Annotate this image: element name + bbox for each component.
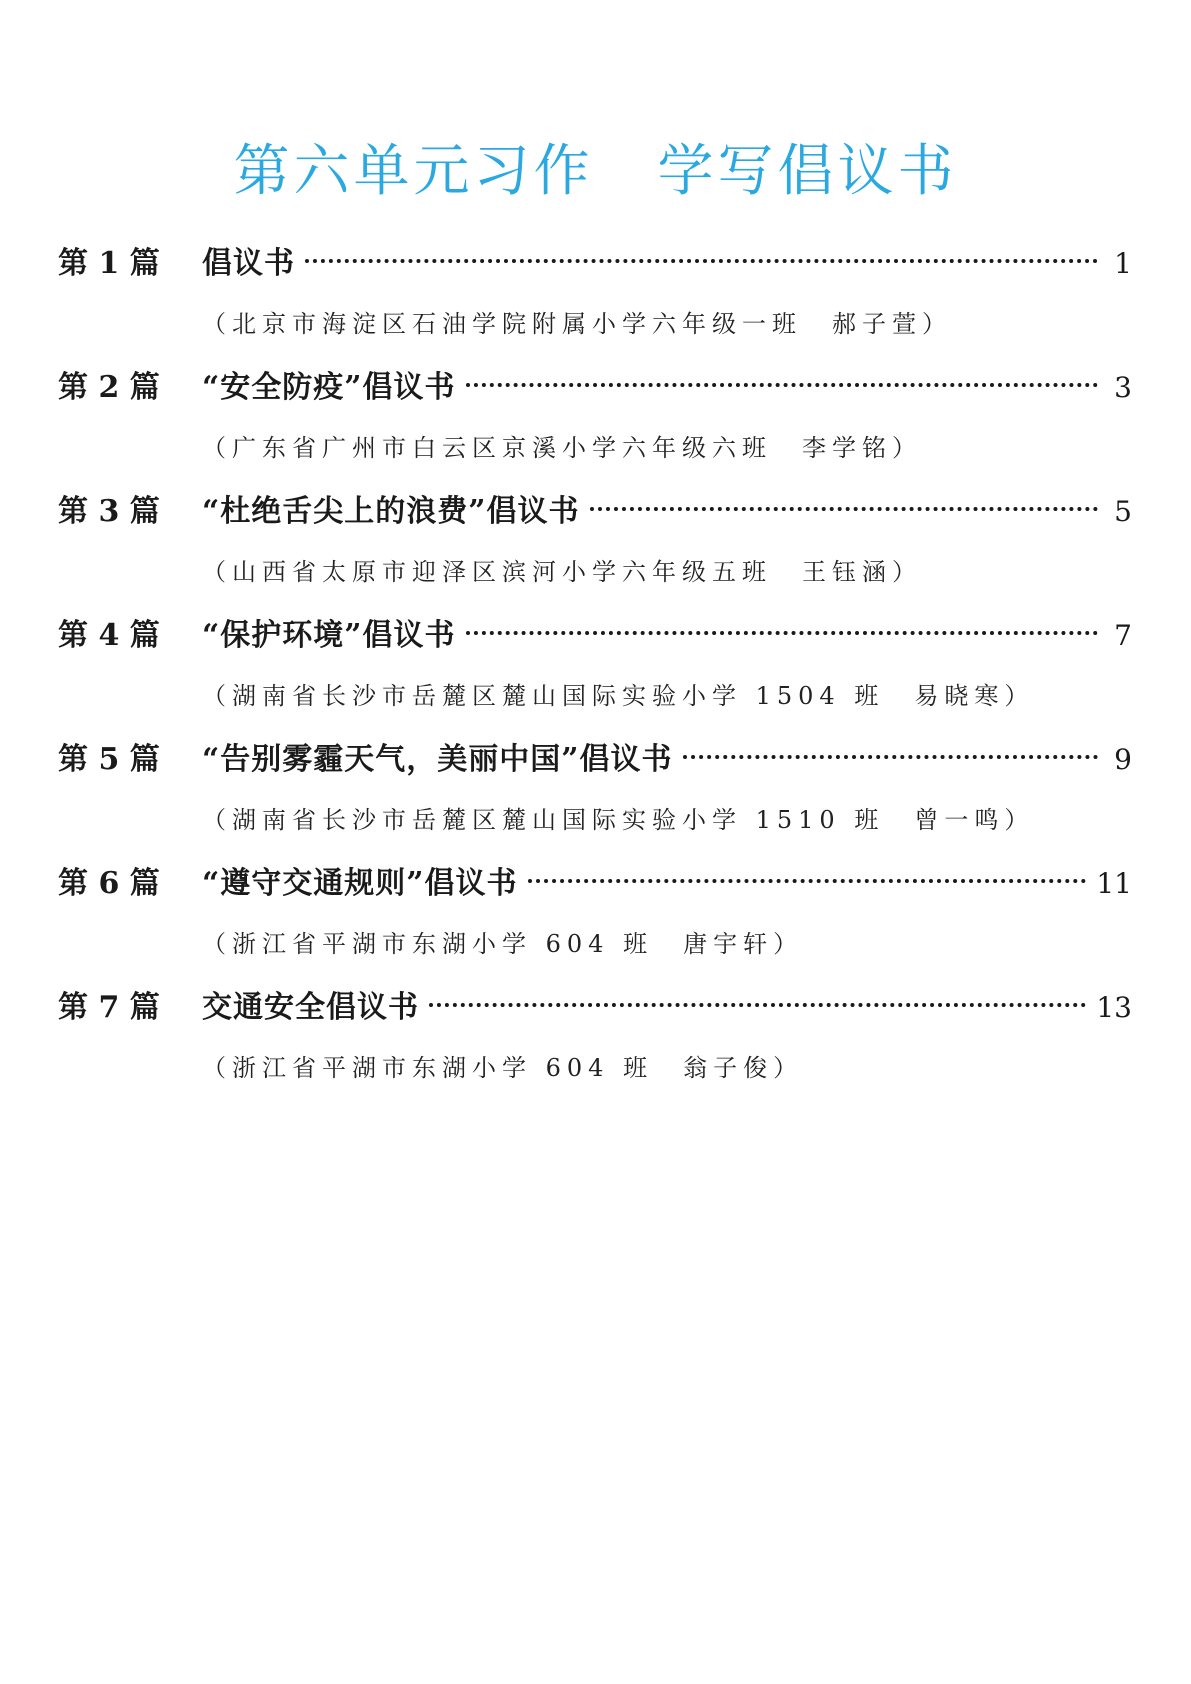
- table-of-contents: [58, 232, 1132, 1100]
- dot-leader: [466, 631, 1098, 635]
- entry-page-number: 11: [1096, 867, 1132, 900]
- entry-author: （北京市海淀区石油学院附属小学六年级一班 郝子萱）: [202, 310, 952, 338]
- page-title-topic: 学写倡议书: [657, 139, 958, 204]
- dot-leader: [590, 507, 1098, 511]
- entry-title[interactable]: “告别雾霾天气，美丽中国”倡议书: [202, 742, 673, 777]
- entry-number: 第 5 篇: [58, 742, 160, 777]
- entry-number: 第 2 篇: [58, 370, 160, 405]
- entry-author: （浙江省平湖市东湖小学 604 班 唐宇轩）: [202, 930, 804, 958]
- entry-page-number: 13: [1096, 991, 1132, 1024]
- entry-page-number: 1: [1114, 247, 1132, 280]
- entry-page-number: 7: [1114, 619, 1132, 652]
- dot-leader: [466, 383, 1098, 387]
- entry-title[interactable]: “安全防疫”倡议书: [202, 370, 456, 405]
- entry-title[interactable]: “保护环境”倡议书: [202, 618, 456, 653]
- page-title-unit: 第六单元习作: [233, 139, 594, 204]
- entry-author: （湖南省长沙市岳麓区麓山国际实验小学 1504 班 易晓寒）: [202, 682, 1035, 710]
- entry-number: 第 4 篇: [58, 618, 160, 653]
- entry-number: 第 3 篇: [58, 494, 160, 529]
- toc-entry-5[interactable]: [58, 728, 1132, 852]
- toc-entry-3[interactable]: [58, 480, 1132, 604]
- entry-author: （浙江省平湖市东湖小学 604 班 翁子俊）: [202, 1054, 804, 1082]
- entry-number: 第 1 篇: [58, 246, 160, 281]
- entry-title[interactable]: 交通安全倡议书: [202, 990, 419, 1025]
- page-title: [0, 140, 1191, 204]
- dot-leader: [528, 879, 1087, 883]
- toc-entry-7[interactable]: [58, 976, 1132, 1100]
- entry-page-number: 3: [1114, 371, 1132, 404]
- dot-leader: [683, 755, 1098, 759]
- entry-page-number: 9: [1114, 743, 1132, 776]
- entry-author: （山西省太原市迎泽区滨河小学六年级五班 王钰涵）: [202, 558, 922, 586]
- entry-author: （广东省广州市白云区京溪小学六年级六班 李学铭）: [202, 434, 922, 462]
- entry-title[interactable]: 倡议书: [202, 246, 295, 281]
- entry-number: 第 6 篇: [58, 866, 160, 901]
- toc-entry-1[interactable]: [58, 232, 1132, 356]
- dot-leader: [305, 259, 1098, 263]
- toc-entry-2[interactable]: [58, 356, 1132, 480]
- toc-entry-6[interactable]: [58, 852, 1132, 976]
- entry-author: （湖南省长沙市岳麓区麓山国际实验小学 1510 班 曾一鸣）: [202, 806, 1035, 834]
- entry-title[interactable]: “杜绝舌尖上的浪费”倡议书: [202, 494, 580, 529]
- entry-title[interactable]: “遵守交通规则”倡议书: [202, 866, 518, 901]
- toc-entry-4[interactable]: [58, 604, 1132, 728]
- entry-page-number: 5: [1114, 495, 1132, 528]
- dot-leader: [429, 1003, 1086, 1007]
- entry-number: 第 7 篇: [58, 990, 160, 1025]
